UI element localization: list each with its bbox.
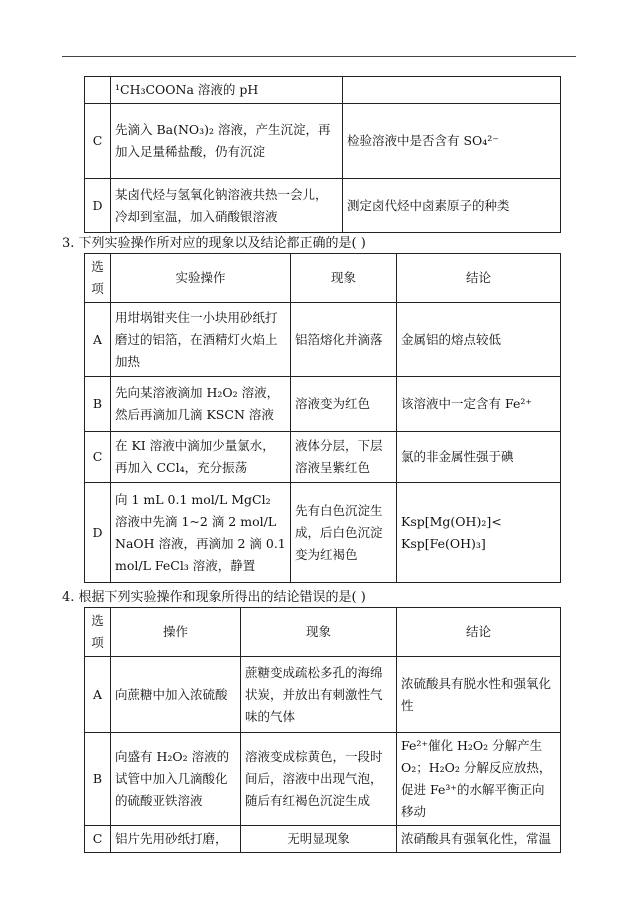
observation-cell: 铝箔熔化并滴落: [291, 303, 397, 377]
header-operation: 操作: [111, 608, 241, 657]
observation-cell: 无明显现象: [241, 826, 397, 853]
operation-cell: 在 KI 溶液中滴加少量氯水，再加入 CCl₄，充分振荡: [111, 432, 291, 483]
conclusion-cell: 浓硫酸具有脱水性和强氧化性: [397, 657, 561, 733]
option-cell: A: [85, 303, 111, 377]
table-header-row: [85, 254, 561, 303]
table-row: [85, 377, 561, 432]
table-previous-question: [84, 76, 561, 233]
option-cell: D: [85, 179, 111, 233]
table-row: [85, 826, 561, 853]
question-4-title: 4. 根据下列实验操作和现象所得出的结论错误的是( ): [62, 590, 366, 605]
header-option: 选项: [85, 608, 111, 657]
operation-cell: 用坩埚钳夹住一小块用砂纸打磨过的铝箔，在酒精灯火焰上加热: [111, 303, 291, 377]
option-cell: B: [85, 733, 111, 826]
table-row: [85, 77, 561, 104]
table-row: [85, 104, 561, 179]
header-observation: 现象: [241, 608, 397, 657]
table-header-row: [85, 608, 561, 657]
option-cell: C: [85, 104, 111, 179]
result-cell: [343, 77, 561, 104]
table-row: [85, 179, 561, 233]
table-row: [85, 303, 561, 377]
option-cell: C: [85, 826, 111, 853]
header-observation: 现象: [291, 254, 397, 303]
operation-cell: 铝片先用砂纸打磨，: [111, 826, 241, 853]
operation-cell: 向 1 mL 0.1 mol/L MgCl₂ 溶液中先滴 1~2 滴 2 mol/L NaOH 溶液，再滴加 2 滴 0.1 mol/L FeCl₃ 溶液，静置: [111, 483, 291, 583]
operation-cell: 向蔗糖中加入浓硫酸: [111, 657, 241, 733]
observation-cell: 先有白色沉淀生成，后白色沉淀变为红褐色: [291, 483, 397, 583]
conclusion-cell: Ksp[Mg(OH)₂]< Ksp[Fe(OH)₃]: [397, 483, 561, 583]
header-conclusion: 结论: [397, 254, 561, 303]
table-row: [85, 432, 561, 483]
header-conclusion: 结论: [397, 608, 561, 657]
result-cell: 测定卤代烃中卤素原子的种类: [343, 179, 561, 233]
table-row: [85, 483, 561, 583]
conclusion-cell: 该溶液中一定含有 Fe²⁺: [397, 377, 561, 432]
header-rule: [62, 56, 576, 57]
option-cell: B: [85, 377, 111, 432]
option-cell: [85, 77, 111, 104]
option-cell: A: [85, 657, 111, 733]
operation-cell: ¹CH₃COONa 溶液的 pH: [111, 77, 343, 104]
observation-cell: 溶液变成棕黄色，一段时间后，溶液中出现气泡，随后有红褐色沉淀生成: [241, 733, 397, 826]
operation-cell: 先滴入 Ba(NO₃)₂ 溶液，产生沉淀，再加入足量稀盐酸，仍有沉淀: [111, 104, 343, 179]
operation-cell: 先向某溶液滴加 H₂O₂ 溶液，然后再滴加几滴 KSCN 溶液: [111, 377, 291, 432]
option-cell: D: [85, 483, 111, 583]
conclusion-cell: Fe²⁺催化 H₂O₂ 分解产生 O₂；H₂O₂ 分解反应放热，促进 Fe³⁺的水解平衡正向移动: [397, 733, 561, 826]
conclusion-cell: 浓硝酸具有强氧化性，常温: [397, 826, 561, 853]
conclusion-cell: 氯的非金属性强于碘: [397, 432, 561, 483]
operation-cell: 某卤代烃与氢氧化钠溶液共热一会儿，冷却到室温，加入硝酸银溶液: [111, 179, 343, 233]
table-row: [85, 657, 561, 733]
header-option: 选项: [85, 254, 111, 303]
option-cell: C: [85, 432, 111, 483]
result-cell: 检验溶液中是否含有 SO₄²⁻: [343, 104, 561, 179]
observation-cell: 蔗糖变成疏松多孔的海绵状炭，并放出有刺激性气味的气体: [241, 657, 397, 733]
table-question-3: [84, 253, 561, 583]
question-3-title: 3. 下列实验操作所对应的现象以及结论都正确的是( ): [62, 236, 366, 251]
observation-cell: 液体分层，下层溶液呈紫红色: [291, 432, 397, 483]
conclusion-cell: 金属铝的熔点较低: [397, 303, 561, 377]
operation-cell: 向盛有 H₂O₂ 溶液的试管中加入几滴酸化的硫酸亚铁溶液: [111, 733, 241, 826]
header-operation: 实验操作: [111, 254, 291, 303]
table-question-4: [84, 607, 561, 853]
observation-cell: 溶液变为红色: [291, 377, 397, 432]
table-row: [85, 733, 561, 826]
